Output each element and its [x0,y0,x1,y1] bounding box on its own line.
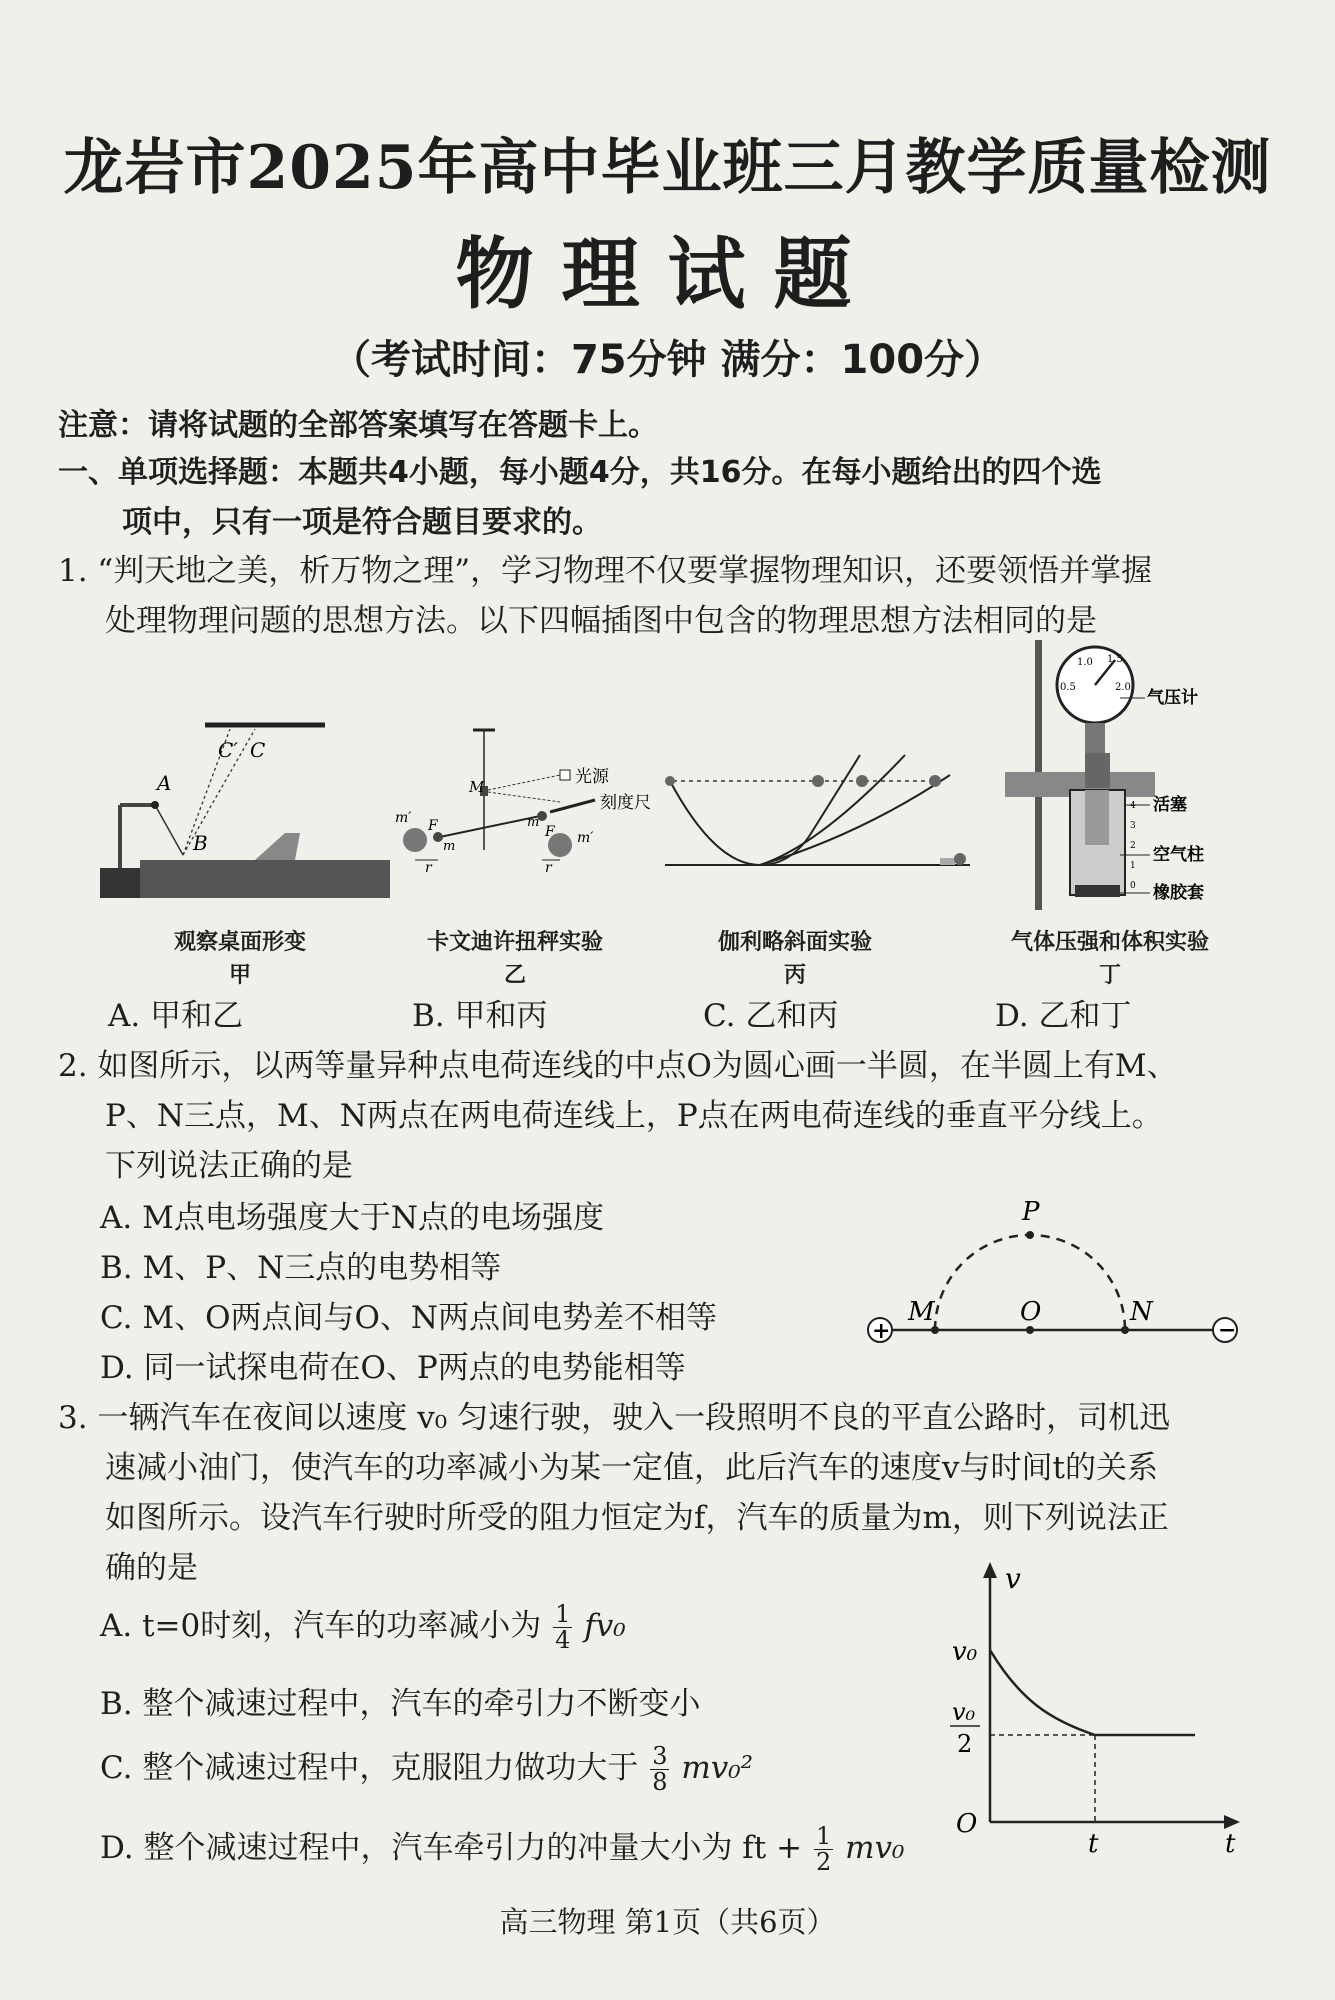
tag-fig-d: 丁 [1098,963,1121,988]
svg-text:+: + [872,1318,891,1344]
tag-fig-a: 甲 [228,963,251,988]
svg-text:1.0: 1.0 [1077,657,1093,668]
label-v: v [1005,1562,1021,1595]
figure-gas-pressure [985,640,1255,910]
svg-text:F: F [545,824,555,840]
scale-ruler [550,800,595,812]
laser-base [100,868,140,898]
svg-text:刻度尺: 刻度尺 [600,793,651,813]
tag-fig-c: 丙 [783,963,806,988]
q1-option-a[interactable]: A. 甲和乙 [108,998,244,1034]
label-p: P [1022,1197,1040,1227]
figure-cavendish [395,720,651,890]
svg-text:m: m [527,815,540,830]
svg-text:3: 3 [1130,821,1136,831]
velocity-curve [990,1650,1195,1735]
label-n: N [1130,1297,1153,1327]
svg-text:4: 4 [1130,801,1136,811]
label-t-mark: t [1088,1829,1099,1859]
q3-option-d[interactable]: D. 整个减速过程中，汽车牵引力的冲量大小为 ft + $\frac{1}{2}$ mv₀ [100,1821,905,1876]
svg-text:2.0: 2.0 [1115,682,1131,693]
q3-line4: 确的是 [105,1550,198,1586]
big-ball-left [403,828,427,852]
svg-text:m′: m′ [395,810,412,826]
figure-vt-graph [930,1560,1250,1860]
incline-1 [670,755,860,865]
q3-option-b[interactable]: B. 整个减速过程中，汽车的牵引力不断变小 [100,1686,701,1722]
caption-fig-d: 气体压强和体积实验 [1010,930,1209,955]
pressing-object [255,833,300,860]
rubber-sleeve [1075,885,1120,897]
label-t-axis: t [1225,1829,1236,1859]
label-c-prime: C′ [218,738,238,762]
svg-text:0.5: 0.5 [1060,682,1076,693]
fraction: $\frac{1}{2}$ [815,1821,832,1876]
exam-info: （考试时间：75分钟 满分：100分） [330,337,1005,383]
subject-title: 物理试题 [455,229,880,320]
caption-fig-b: 卡文迪许扭秤实验 [426,930,603,955]
label-air-column: 空气柱 [1153,845,1204,865]
label-o: O [1020,1297,1042,1327]
label-m: M [908,1297,935,1327]
svg-text:m′: m′ [577,830,594,846]
q3-line3: 如图所示。设汽车行驶时所受的阻力恒定为f，汽车的质量为m，则下列说法正 [105,1500,1169,1536]
q1-line1: 1. “判天地之美，析万物之理”，学习物理不仅要掌握物理知识，还要领悟并掌握 [58,553,1153,589]
svg-text:0: 0 [1130,881,1136,891]
caption-fig-c: 伽利略斜面实验 [717,930,872,955]
figure-desk-deformation [95,705,385,905]
fraction: $\frac{3}{8}$ [652,1741,668,1796]
tag-fig-b: 乙 [503,963,526,988]
svg-text:M: M [469,778,485,796]
desk-surface [140,860,390,898]
figure-galileo-incline [660,735,980,885]
svg-text:1: 1 [1130,861,1136,871]
section1-line1: 一、单项选择题：本题共4小题，每小题4分，共16分。在每小题给出的四个选 [58,455,1102,490]
svg-text:m: m [443,839,456,854]
svg-text:1.5: 1.5 [1107,654,1123,665]
q1-option-b[interactable]: B. 甲和丙 [412,998,548,1034]
q1-line2: 处理物理问题的思想方法。以下四幅插图中包含的物理思想方法相同的是 [105,603,1097,639]
q2-line1: 2. 如图所示，以两等量异种点电荷连线的中点O为圆心画一半圆，在半圆上有M、 [58,1048,1178,1084]
mirror-A-ray [155,805,183,855]
label-a: A [157,771,172,795]
svg-text:r: r [545,860,552,876]
q2-option-c[interactable]: C. M、O两点间与O、N两点间电势差不相等 [100,1300,718,1336]
q2-line3: 下列说法正确的是 [105,1148,353,1184]
notice: 注意：请将试题的全部答案填写在答题卡上。 [58,408,658,443]
exam-title: 龙岩市2025年高中毕业班三月教学质量检测 [63,133,1272,203]
svg-text:F: F [428,818,438,834]
q3-line2: 速减小油门，使汽车的功率减小为某一定值，此后汽车的速度v与时间t的关系 [105,1450,1158,1486]
label-c: C [250,738,266,762]
label-gauge: 气压计 [1147,688,1198,708]
q2-option-a[interactable]: A. M点电场强度大于N点的电场强度 [100,1200,604,1236]
q2-line2: P、N三点，M、N两点在两电荷连线上，P点在两电荷连线的垂直平分线上。 [105,1098,1163,1134]
caption-fig-a: 观察桌面形变 [173,930,306,955]
label-v0-half-top: v₀ [952,1698,976,1726]
figure-semicircle-charges [855,1180,1255,1360]
svg-text:r: r [425,860,432,876]
label-v0: v₀ [952,1637,978,1667]
q3-line1: 3. 一辆汽车在夜间以速度 v₀ 匀速行驶，驶入一段照明不良的平直公路时，司机迅 [58,1400,1171,1436]
q3-option-a[interactable]: A. t=0时刻，汽车的功率减小为 $\frac{1}{4}$ fv₀ [100,1599,626,1654]
q2-option-b[interactable]: B. M、P、N三点的电势相等 [100,1250,502,1286]
fraction: $\frac{1}{4}$ [555,1599,571,1654]
svg-text:2: 2 [1130,841,1136,851]
incline-2 [760,755,905,865]
label-rubber: 橡胶套 [1153,883,1204,903]
svg-text:−: − [1218,1317,1237,1343]
label-v0-half-bottom: 2 [957,1730,973,1758]
q1-option-c[interactable]: C. 乙和丙 [703,998,839,1034]
label-piston: 活塞 [1153,795,1187,815]
q1-option-d[interactable]: D. 乙和丁 [995,998,1132,1034]
q2-option-d[interactable]: D. 同一试探电荷在O、P两点的电势能相等 [100,1350,686,1386]
page-footer: 高三物理 第1页（共6页） [499,1905,836,1939]
svg-text:光源: 光源 [575,767,609,787]
label-b: B [193,831,208,855]
section1-line2: 项中，只有一项是符合题目要求的。 [122,505,602,540]
label-origin: O [956,1809,978,1839]
q3-option-c[interactable]: C. 整个减速过程中，克服阻力做功大于 $\frac{3}{8}$ mv₀² [100,1741,754,1796]
